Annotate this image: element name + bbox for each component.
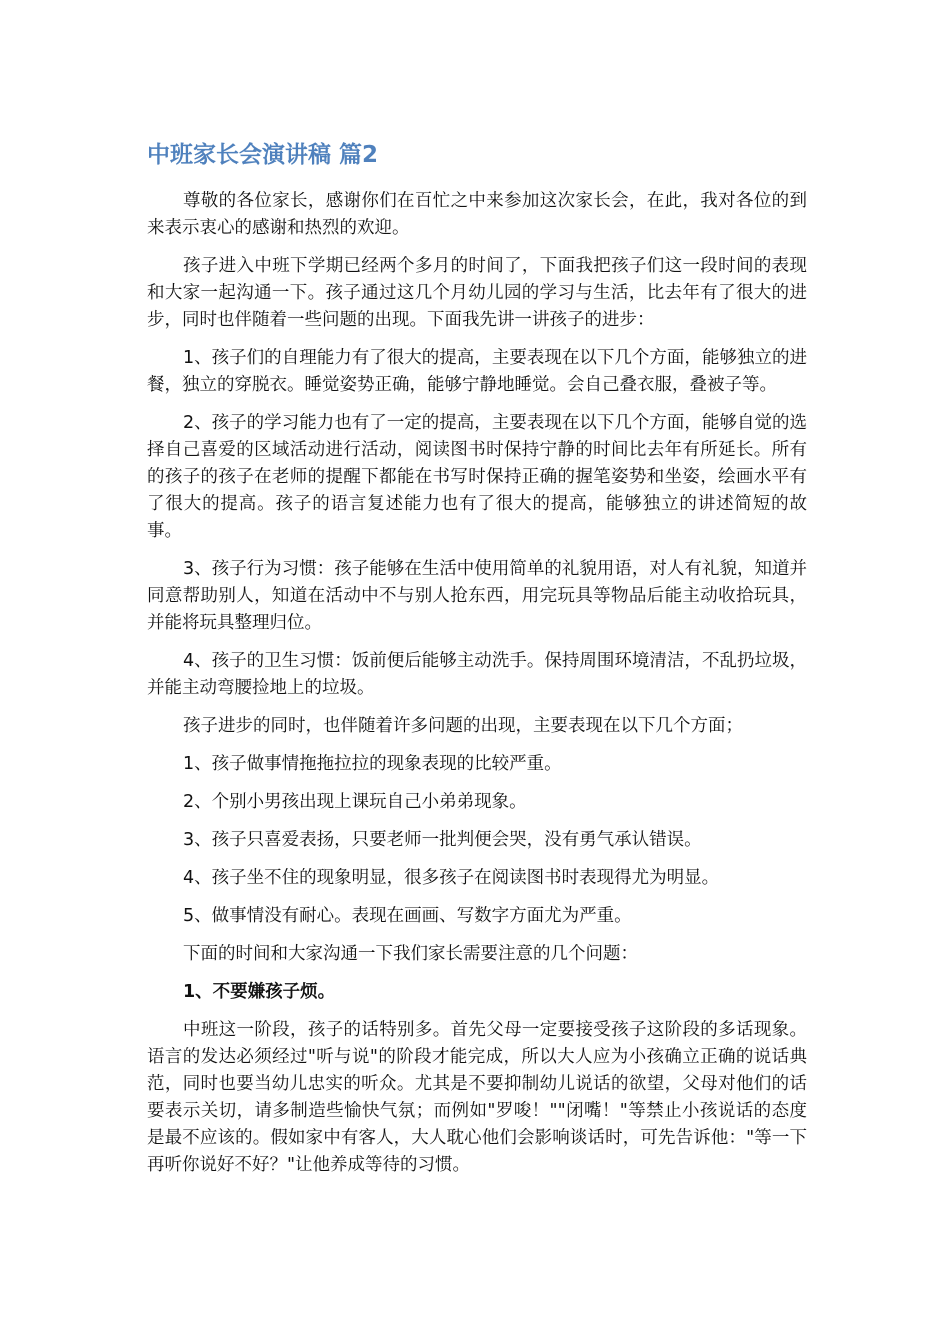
document-title: 中班家长会演讲稿 篇2 — [147, 142, 379, 168]
paragraph-problems-intro: 孩子进步的同时，也伴随着许多问题的出现，主要表现在以下几个方面； — [183, 716, 743, 736]
paragraph-intro: 孩子进入中班下学期已经两个多月的时间了，下面我把孩子们这一段时间的表现和大家一起沟通一下。孩子通过这几个月幼儿园的学习与生活，比去年有了很大的进步，同时也伴随着一些问题的出现。下面我先讲一讲孩子的进步： — [147, 256, 807, 330]
paragraph-greeting: 尊敬的各位家长，感谢你们在百忙之中来参加这次家长会，在此，我对各位的到来表示衷心的感谢和热烈的欢迎。 — [147, 191, 807, 238]
paragraph-problem-4: 4、孩子坐不住的现象明显，很多孩子在阅读图书时表现得尤为明显。 — [183, 868, 720, 888]
paragraph-notes-intro: 下面的时间和大家沟通一下我们家长需要注意的几个问题： — [183, 944, 638, 964]
paragraph-progress-4: 4、孩子的卫生习惯：饭前便后能够主动洗手。保持周围环境清洁，不乱扔垃圾，并能主动弯腰捡地上的垃圾。 — [147, 651, 807, 698]
paragraph-problem-3: 3、孩子只喜爱表扬，只要老师一批判便会哭，没有勇气承认错误。 — [183, 830, 702, 850]
document-body — [147, 188, 807, 1190]
paragraph-progress-2: 2、孩子的学习能力也有了一定的提高，主要表现在以下几个方面，能够自觉的选择自己喜爱的区域活动进行活动，阅读图书时保持宁静的时间比去年有所延长。所有的孩子的孩子在老师的提醒下都能在书写时保持正确的握笔姿势和坐姿，绘画水平有了很大的提高。孩子的语言复述能力也有了很大的提高，能够独立的讲述简短的故事。 — [147, 413, 807, 541]
section-heading-1: 1、不要嫌孩子烦。 — [183, 982, 336, 1002]
paragraph-progress-1: 1、孩子们的自理能力有了很大的提高，主要表现在以下几个方面，能够独立的进餐，独立的穿脱衣。睡觉姿势正确，能够宁静地睡觉。会自己叠衣服，叠被子等。 — [147, 348, 807, 395]
paragraph-progress-3: 3、孩子行为习惯：孩子能够在生活中使用简单的礼貌用语，对人有礼貌，知道并同意帮助别人，知道在活动中不与别人抢东西，用完玩具等物品后能主动收拾玩具，并能将玩具整理归位。 — [147, 559, 807, 633]
paragraph-problem-5: 5、做事情没有耐心。表现在画画、写数字方面尤为严重。 — [183, 906, 632, 926]
paragraph-problem-2: 2、个别小男孩出现上课玩自己小弟弟现象。 — [183, 792, 527, 812]
paragraph-note-1: 中班这一阶段，孩子的话特别多。首先父母一定要接受孩子这阶段的多话现象。语言的发达必须经过"听与说"的阶段才能完成，所以大人应为小孩确立正确的说话典范，同时也要当幼儿忠实的听众。尤其是不要抑制幼儿说话的欲望，父母对他们的话要表示关切，请多制造些愉快气氛；而例如"罗唆！""闭嘴！"等禁止小孩说话的态度是最不应该的。假如家中有客人，大人耽心他们会影响谈话时，可先告诉他："等一下再听你说好不好？"让他养成等待的习惯。 — [147, 1020, 807, 1175]
paragraph-problem-1: 1、孩子做事情拖拖拉拉的现象表现的比较严重。 — [183, 754, 562, 774]
